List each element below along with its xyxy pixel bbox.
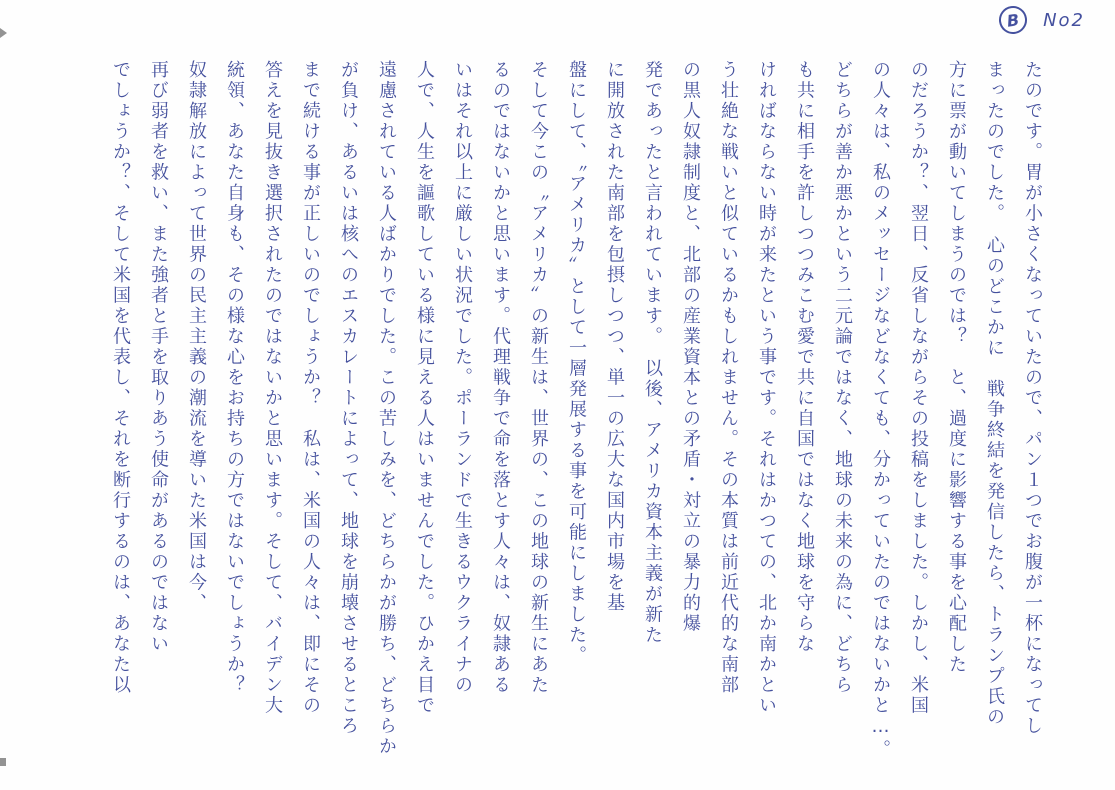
page-marking — [999, 6, 1085, 34]
text-column: の人々は、私のメッセージなどなくても、分かっていたのではないかと…。 — [870, 60, 891, 760]
text-column: どちらが善か悪かという二元論ではなく、地球の未来の為に、どちら — [832, 60, 853, 696]
text-column: るのではないかと思います。代理戦争で命を落とす人々は、奴隷ある — [490, 60, 511, 696]
text-column: 統領、あなた自身も、その様な心をお持ちの方ではないでしょうか？ — [224, 60, 245, 696]
text-column: まで続ける事が正しいのでしょうか？ 私は、米国の人々は、即にその — [300, 60, 321, 716]
text-column: 発であったと言われています。 以後、アメリカ資本主義が新た — [642, 60, 663, 646]
scan-artifact — [0, 28, 7, 38]
text-column: のだろうか？、翌日、反省しながらその投稿をしました。しかし、米国 — [908, 60, 929, 716]
text-column: そして今この〝アメリカ〟の新生は、世界の、この地球の新生にあた — [528, 60, 549, 696]
text-column: に開放された南部を包摂しつつ、単一の広大な国内市場を基 — [604, 60, 625, 614]
text-column: ければならない時が来たという事です。それはかつての、北か南かとい — [756, 60, 777, 716]
text-column: 遠慮されている人ばかりでした。この苦しみを、どちらかが勝ち、どちらか — [376, 60, 397, 757]
text-column: まったのでした。 心のどこかに 戦争終結を発信したら、トランプ氏の — [984, 60, 1005, 728]
text-column: も共に相手を許しつつみこむ愛で共に自国ではなく地球を守らな — [794, 60, 815, 655]
page-number: No2 — [1043, 9, 1085, 31]
text-column: う壮絶な戦いと似ているかもしれません。その本質は前近代的な南部 — [718, 60, 739, 696]
scan-artifact — [0, 758, 6, 766]
text-column: たのです。胃が小さくなっていたので、パン１つでお腹が一杯になってし — [1022, 60, 1043, 737]
text-column: でしょうか？、そして米国を代表し、それを断行するのは、あなた以 — [110, 60, 131, 696]
text-column: 再び弱者を救い、また強者と手を取りあう使命があるのではない — [148, 60, 169, 655]
text-column: 盤にして、〝アメリカ〟として一層発展する事を可能にしました。 — [566, 60, 587, 666]
text-column: 答えを見抜き選択されたのではないかと思います。そして、バイデン大 — [262, 60, 283, 716]
text-column: 人で、人生を謳歌している様に見える人はいませんでした。ひかえ目で — [414, 60, 435, 716]
text-column: 方に票が動いてしまうのでは？ と、過度に影響する事を心配した — [946, 60, 967, 675]
text-column: が負け、あるいは核へのエスカレートによって、地球を崩壊させるところ — [338, 60, 359, 737]
text-column: いはそれ以上に厳しい状況でした。ポーランドで生きるウクライナの — [452, 60, 473, 696]
circled-b-label: B — [997, 4, 1029, 36]
text-column: の黒人奴隷制度と、北部の産業資本との矛盾・対立の暴力的爆 — [680, 60, 701, 634]
text-column: 奴隷解放によって世界の民主主義の潮流を導いた米国は今、 — [186, 60, 207, 614]
handwritten-letter — [92, 60, 1051, 788]
